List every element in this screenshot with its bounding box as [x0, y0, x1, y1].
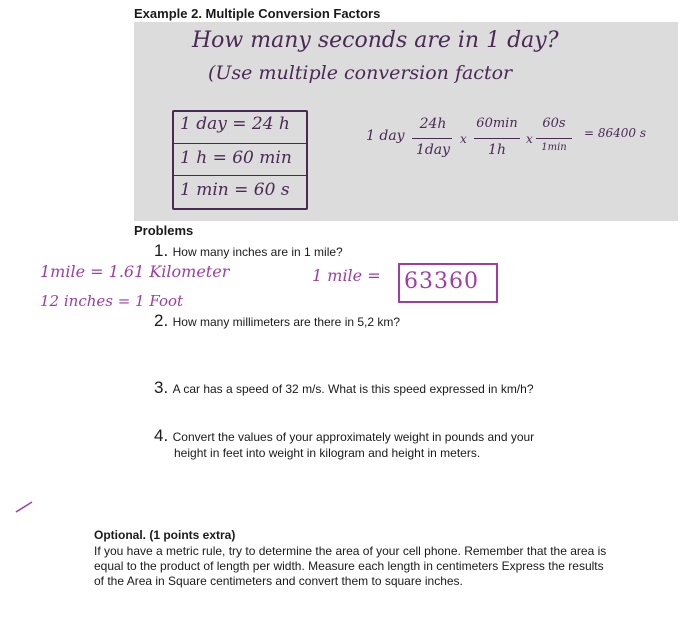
calc-result: = 86400 s	[584, 126, 647, 140]
times-sign: x	[526, 132, 533, 146]
problem-3: 3. A car has a speed of 32 m/s. What is this speed expressed in km/h?	[154, 378, 534, 397]
pen-mark	[14, 498, 36, 514]
problems-heading: Problems	[134, 223, 194, 238]
calc-f3-num: 60s	[542, 116, 566, 131]
board-question: How many seconds are in 1 day?	[192, 28, 559, 53]
problem-4-continued: height in feet into weight in kilogram and height in meters.	[174, 446, 481, 460]
handwritten-mile-km: 1mile = 1.61 Kilometer	[40, 262, 230, 281]
factor-hour-minutes: 1 h = 60 min	[180, 148, 292, 168]
whiteboard-photo	[134, 22, 678, 221]
handwritten-mile-label: 1 mile =	[312, 266, 381, 285]
calc-f3-den: 1min	[541, 142, 567, 153]
handwritten-inches-foot: 12 inches = 1 Foot	[40, 292, 184, 310]
problem-2: 2. How many millimeters are there in 5,2 km?	[154, 311, 401, 330]
board-hint: (Use multiple conversion factor	[208, 62, 513, 84]
conversion-factors-box	[172, 110, 308, 210]
optional-heading: Optional. (1 points extra)	[94, 528, 236, 542]
answer-value: 63360	[404, 269, 479, 294]
calc-f1-num: 24h	[419, 116, 447, 132]
factor-minute-seconds: 1 min = 60 s	[180, 180, 290, 200]
problem-1: 1. How many inches are in 1 mile?	[154, 241, 343, 260]
calc-f2-den: 1h	[488, 142, 506, 158]
calc-f2-num: 60min	[476, 116, 518, 131]
times-sign: x	[460, 132, 467, 146]
factor-day-hours: 1 day = 24 h	[180, 114, 290, 134]
optional-body: If you have a metric rule, try to determine the area of your cell phone. Remember that the area is equal to the product of length per width. Measure each length in centimeters Express the results of the Area in Square centimeters and convert them to square inches.	[94, 544, 607, 588]
calc-start: 1 day	[366, 128, 405, 144]
problem-4: 4. Convert the values of your approximately weight in pounds and your	[154, 426, 535, 445]
page-title: Example 2. Multiple Conversion Factors	[134, 6, 381, 21]
calc-f1-den: 1day	[415, 142, 451, 158]
answer-box	[398, 263, 498, 303]
